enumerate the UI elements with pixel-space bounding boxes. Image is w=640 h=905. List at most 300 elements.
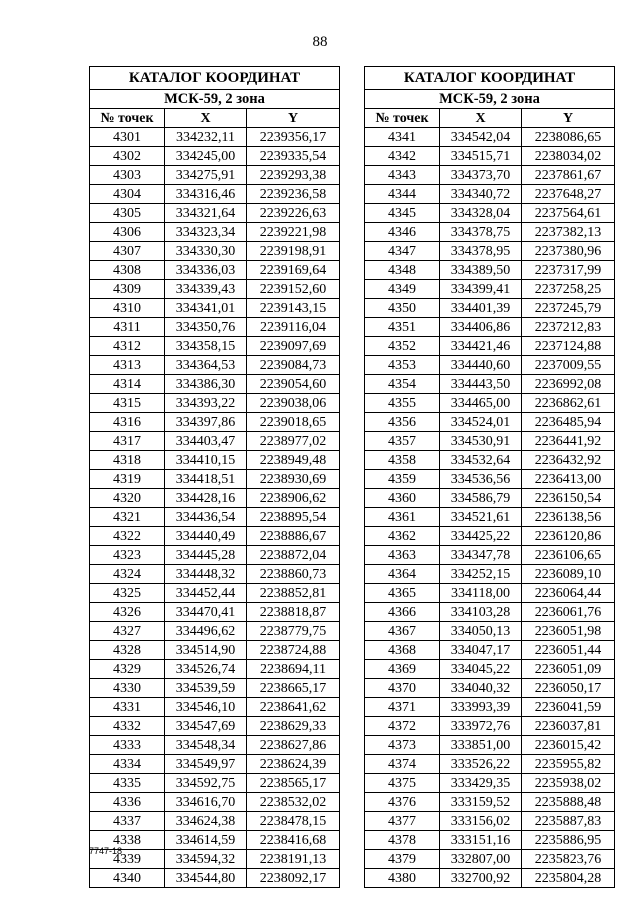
y-coordinate: 2238872,04 — [247, 546, 340, 565]
point-number: 4368 — [365, 641, 440, 660]
point-number: 4359 — [365, 470, 440, 489]
table-row — [90, 489, 340, 508]
point-number: 4341 — [365, 128, 440, 147]
y-coordinate: 2239018,65 — [247, 413, 340, 432]
point-number: 4345 — [365, 204, 440, 223]
y-coordinate: 2239335,54 — [247, 147, 340, 166]
x-coordinate: 334103,28 — [440, 603, 522, 622]
point-number: 4364 — [365, 565, 440, 584]
x-coordinate: 334546,10 — [165, 698, 247, 717]
point-number: 4379 — [365, 850, 440, 869]
table-row — [365, 660, 615, 679]
point-number: 4316 — [90, 413, 165, 432]
point-number: 4332 — [90, 717, 165, 736]
column-header-x: X — [165, 109, 247, 128]
point-number: 4354 — [365, 375, 440, 394]
y-coordinate: 2237380,96 — [522, 242, 615, 261]
y-coordinate: 2236037,81 — [522, 717, 615, 736]
x-coordinate: 334378,75 — [440, 223, 522, 242]
table-row — [365, 717, 615, 736]
point-number: 4301 — [90, 128, 165, 147]
y-coordinate: 2237861,67 — [522, 166, 615, 185]
x-coordinate: 334232,11 — [165, 128, 247, 147]
x-coordinate: 334275,91 — [165, 166, 247, 185]
table-row — [365, 356, 615, 375]
table-row — [90, 869, 340, 888]
y-coordinate: 2235886,95 — [522, 831, 615, 850]
x-coordinate: 334386,30 — [165, 375, 247, 394]
table-row — [365, 565, 615, 584]
y-coordinate: 2236064,44 — [522, 584, 615, 603]
y-coordinate: 2235888,48 — [522, 793, 615, 812]
y-coordinate: 2238034,02 — [522, 147, 615, 166]
table-row — [90, 812, 340, 831]
x-coordinate: 334586,79 — [440, 489, 522, 508]
point-number: 4380 — [365, 869, 440, 888]
point-number: 4371 — [365, 698, 440, 717]
table-row — [90, 527, 340, 546]
table-row — [90, 698, 340, 717]
table-row — [365, 584, 615, 603]
table-row — [365, 261, 615, 280]
point-number: 4366 — [365, 603, 440, 622]
y-coordinate: 2238629,33 — [247, 717, 340, 736]
point-number: 4352 — [365, 337, 440, 356]
point-number: 4305 — [90, 204, 165, 223]
table-row — [365, 185, 615, 204]
x-coordinate: 334047,17 — [440, 641, 522, 660]
x-coordinate: 333151,16 — [440, 831, 522, 850]
x-coordinate: 333159,52 — [440, 793, 522, 812]
table-row — [90, 774, 340, 793]
point-number: 4349 — [365, 280, 440, 299]
y-coordinate: 2239356,17 — [247, 128, 340, 147]
point-number: 4353 — [365, 356, 440, 375]
table-row — [365, 337, 615, 356]
x-coordinate: 334548,34 — [165, 736, 247, 755]
x-coordinate: 334443,50 — [440, 375, 522, 394]
x-coordinate: 333526,22 — [440, 755, 522, 774]
y-coordinate: 2237382,13 — [522, 223, 615, 242]
catalog-subtitle: МСК-59, 2 зона — [90, 90, 340, 109]
point-number: 4313 — [90, 356, 165, 375]
point-number: 4320 — [90, 489, 165, 508]
point-number: 4355 — [365, 394, 440, 413]
x-coordinate: 334118,00 — [440, 584, 522, 603]
y-coordinate: 2239169,64 — [247, 261, 340, 280]
x-coordinate: 333429,35 — [440, 774, 522, 793]
y-coordinate: 2236041,59 — [522, 698, 615, 717]
table-row — [365, 508, 615, 527]
y-coordinate: 2238191,13 — [247, 850, 340, 869]
y-coordinate: 2237317,99 — [522, 261, 615, 280]
x-coordinate: 334544,80 — [165, 869, 247, 888]
x-coordinate: 334425,22 — [440, 527, 522, 546]
x-coordinate: 334521,61 — [440, 508, 522, 527]
point-number: 4303 — [90, 166, 165, 185]
x-coordinate: 334536,56 — [440, 470, 522, 489]
y-coordinate: 2238641,62 — [247, 698, 340, 717]
catalog-title: КАТАЛОГ КООРДИНАТ — [90, 67, 340, 90]
y-coordinate: 2239293,38 — [247, 166, 340, 185]
x-coordinate: 334514,90 — [165, 641, 247, 660]
y-coordinate: 2239221,98 — [247, 223, 340, 242]
x-coordinate: 334336,03 — [165, 261, 247, 280]
y-coordinate: 2239084,73 — [247, 356, 340, 375]
table-row — [365, 774, 615, 793]
table-row — [90, 850, 340, 869]
point-number: 4377 — [365, 812, 440, 831]
x-coordinate: 334393,22 — [165, 394, 247, 413]
table-row — [90, 280, 340, 299]
x-coordinate: 334530,91 — [440, 432, 522, 451]
table-row — [365, 869, 615, 888]
point-number: 4344 — [365, 185, 440, 204]
point-number: 4362 — [365, 527, 440, 546]
x-coordinate: 334245,00 — [165, 147, 247, 166]
y-coordinate: 2238532,02 — [247, 793, 340, 812]
table-row — [365, 166, 615, 185]
table-row — [365, 793, 615, 812]
table-row — [90, 413, 340, 432]
x-coordinate: 333851,00 — [440, 736, 522, 755]
table-row — [90, 299, 340, 318]
table-row — [90, 261, 340, 280]
point-number: 4325 — [90, 584, 165, 603]
point-number: 4329 — [90, 660, 165, 679]
table-row — [365, 128, 615, 147]
y-coordinate: 2237212,83 — [522, 318, 615, 337]
y-coordinate: 2239152,60 — [247, 280, 340, 299]
table-row — [90, 641, 340, 660]
x-coordinate: 334452,44 — [165, 584, 247, 603]
point-number: 4309 — [90, 280, 165, 299]
point-number: 4369 — [365, 660, 440, 679]
point-number: 4356 — [365, 413, 440, 432]
x-coordinate: 334406,86 — [440, 318, 522, 337]
y-coordinate: 2239038,06 — [247, 394, 340, 413]
table-row — [365, 242, 615, 261]
x-coordinate: 333156,02 — [440, 812, 522, 831]
point-number: 4338 — [90, 831, 165, 850]
table-row — [90, 755, 340, 774]
y-coordinate: 2239097,69 — [247, 337, 340, 356]
table-row — [90, 546, 340, 565]
x-coordinate: 334373,70 — [440, 166, 522, 185]
point-number: 4347 — [365, 242, 440, 261]
y-coordinate: 2237258,25 — [522, 280, 615, 299]
y-coordinate: 2238092,17 — [247, 869, 340, 888]
point-number: 4306 — [90, 223, 165, 242]
x-coordinate: 334524,01 — [440, 413, 522, 432]
point-number: 4304 — [90, 185, 165, 204]
y-coordinate: 2236051,09 — [522, 660, 615, 679]
x-coordinate: 334592,75 — [165, 774, 247, 793]
x-coordinate: 334364,53 — [165, 356, 247, 375]
point-number: 4336 — [90, 793, 165, 812]
point-number: 4333 — [90, 736, 165, 755]
column-header-point: № точек — [365, 109, 440, 128]
point-number: 4351 — [365, 318, 440, 337]
y-coordinate: 2236138,56 — [522, 508, 615, 527]
table-row — [90, 508, 340, 527]
table-row — [90, 356, 340, 375]
point-number: 4350 — [365, 299, 440, 318]
y-coordinate: 2238086,65 — [522, 128, 615, 147]
point-number: 4378 — [365, 831, 440, 850]
table-row — [90, 166, 340, 185]
x-coordinate: 334616,70 — [165, 793, 247, 812]
x-coordinate: 334340,72 — [440, 185, 522, 204]
table-row — [90, 679, 340, 698]
x-coordinate: 334045,22 — [440, 660, 522, 679]
point-number: 4360 — [365, 489, 440, 508]
footer-code: 7747-18 — [89, 846, 123, 856]
table-row — [365, 736, 615, 755]
catalog-title: КАТАЛОГ КООРДИНАТ — [365, 67, 615, 90]
point-number: 4348 — [365, 261, 440, 280]
x-coordinate: 334339,43 — [165, 280, 247, 299]
y-coordinate: 2236413,00 — [522, 470, 615, 489]
x-coordinate: 334341,01 — [165, 299, 247, 318]
table-row — [90, 375, 340, 394]
point-number: 4337 — [90, 812, 165, 831]
y-coordinate: 2238977,02 — [247, 432, 340, 451]
y-coordinate: 2235823,76 — [522, 850, 615, 869]
point-number: 4319 — [90, 470, 165, 489]
point-number: 4373 — [365, 736, 440, 755]
table-row — [365, 280, 615, 299]
y-coordinate: 2236051,44 — [522, 641, 615, 660]
x-coordinate: 334316,46 — [165, 185, 247, 204]
table-row — [365, 527, 615, 546]
x-coordinate: 334050,13 — [440, 622, 522, 641]
table-row — [365, 223, 615, 242]
y-coordinate: 2236106,65 — [522, 546, 615, 565]
table-row — [365, 698, 615, 717]
x-coordinate: 334350,76 — [165, 318, 247, 337]
table-row — [365, 299, 615, 318]
point-number: 4328 — [90, 641, 165, 660]
coordinate-catalog-right — [364, 66, 615, 888]
y-coordinate: 2236992,08 — [522, 375, 615, 394]
point-number: 4322 — [90, 527, 165, 546]
table-row — [365, 470, 615, 489]
x-coordinate: 334401,39 — [440, 299, 522, 318]
y-coordinate: 2237564,61 — [522, 204, 615, 223]
table-row — [90, 622, 340, 641]
table-row — [365, 850, 615, 869]
table-row — [365, 622, 615, 641]
table-row — [90, 185, 340, 204]
table-row — [365, 451, 615, 470]
table-row — [365, 413, 615, 432]
y-coordinate: 2238906,62 — [247, 489, 340, 508]
table-row — [365, 147, 615, 166]
point-number: 4340 — [90, 869, 165, 888]
table-row — [90, 565, 340, 584]
point-number: 4312 — [90, 337, 165, 356]
point-number: 4361 — [365, 508, 440, 527]
y-coordinate: 2237124,88 — [522, 337, 615, 356]
y-coordinate: 2236485,94 — [522, 413, 615, 432]
table-row — [365, 318, 615, 337]
x-coordinate: 334496,62 — [165, 622, 247, 641]
y-coordinate: 2238624,39 — [247, 755, 340, 774]
x-coordinate: 334547,69 — [165, 717, 247, 736]
point-number: 4370 — [365, 679, 440, 698]
y-coordinate: 2238886,67 — [247, 527, 340, 546]
x-coordinate: 334539,59 — [165, 679, 247, 698]
y-coordinate: 2236120,86 — [522, 527, 615, 546]
x-coordinate: 334526,74 — [165, 660, 247, 679]
x-coordinate: 334378,95 — [440, 242, 522, 261]
y-coordinate: 2235887,83 — [522, 812, 615, 831]
point-number: 4321 — [90, 508, 165, 527]
table-row — [90, 337, 340, 356]
x-coordinate: 334428,16 — [165, 489, 247, 508]
y-coordinate: 2238565,17 — [247, 774, 340, 793]
table-row — [90, 223, 340, 242]
x-coordinate: 334594,32 — [165, 850, 247, 869]
point-number: 4343 — [365, 166, 440, 185]
y-coordinate: 2236150,54 — [522, 489, 615, 508]
table-row — [365, 204, 615, 223]
y-coordinate: 2236061,76 — [522, 603, 615, 622]
point-number: 4357 — [365, 432, 440, 451]
point-number: 4311 — [90, 318, 165, 337]
x-coordinate: 334542,04 — [440, 128, 522, 147]
y-coordinate: 2239226,63 — [247, 204, 340, 223]
point-number: 4310 — [90, 299, 165, 318]
x-coordinate: 334440,49 — [165, 527, 247, 546]
table-row — [90, 318, 340, 337]
table-row — [365, 489, 615, 508]
table-row — [90, 603, 340, 622]
point-number: 4339 — [90, 850, 165, 869]
x-coordinate: 334323,34 — [165, 223, 247, 242]
y-coordinate: 2237648,27 — [522, 185, 615, 204]
y-coordinate: 2238818,87 — [247, 603, 340, 622]
y-coordinate: 2238779,75 — [247, 622, 340, 641]
coordinate-catalog-left — [89, 66, 340, 888]
x-coordinate: 334624,38 — [165, 812, 247, 831]
point-number: 4323 — [90, 546, 165, 565]
point-number: 4367 — [365, 622, 440, 641]
point-number: 4372 — [365, 717, 440, 736]
x-coordinate: 332807,00 — [440, 850, 522, 869]
x-coordinate: 334328,04 — [440, 204, 522, 223]
x-coordinate: 334358,15 — [165, 337, 247, 356]
x-coordinate: 334532,64 — [440, 451, 522, 470]
point-number: 4346 — [365, 223, 440, 242]
table-row — [90, 584, 340, 603]
point-number: 4318 — [90, 451, 165, 470]
y-coordinate: 2238665,17 — [247, 679, 340, 698]
y-coordinate: 2238416,68 — [247, 831, 340, 850]
y-coordinate: 2236015,42 — [522, 736, 615, 755]
x-coordinate: 332700,92 — [440, 869, 522, 888]
y-coordinate: 2238895,54 — [247, 508, 340, 527]
y-coordinate: 2238949,48 — [247, 451, 340, 470]
y-coordinate: 2236089,10 — [522, 565, 615, 584]
point-number: 4358 — [365, 451, 440, 470]
table-row — [90, 660, 340, 679]
point-number: 4307 — [90, 242, 165, 261]
x-coordinate: 334347,78 — [440, 546, 522, 565]
x-coordinate: 334448,32 — [165, 565, 247, 584]
point-number: 4314 — [90, 375, 165, 394]
x-coordinate: 334252,15 — [440, 565, 522, 584]
x-coordinate: 334549,97 — [165, 755, 247, 774]
point-number: 4331 — [90, 698, 165, 717]
point-number: 4324 — [90, 565, 165, 584]
x-coordinate: 334321,64 — [165, 204, 247, 223]
point-number: 4335 — [90, 774, 165, 793]
x-coordinate: 334040,32 — [440, 679, 522, 698]
table-row — [90, 736, 340, 755]
x-coordinate: 334445,28 — [165, 546, 247, 565]
x-coordinate: 334403,47 — [165, 432, 247, 451]
y-coordinate: 2238478,15 — [247, 812, 340, 831]
y-coordinate: 2239236,58 — [247, 185, 340, 204]
point-number: 4342 — [365, 147, 440, 166]
point-number: 4374 — [365, 755, 440, 774]
column-header-y: Y — [522, 109, 615, 128]
x-coordinate: 334389,50 — [440, 261, 522, 280]
y-coordinate: 2236051,98 — [522, 622, 615, 641]
point-number: 4330 — [90, 679, 165, 698]
table-row — [365, 603, 615, 622]
y-coordinate: 2238694,11 — [247, 660, 340, 679]
x-coordinate: 334515,71 — [440, 147, 522, 166]
table-row — [365, 831, 615, 850]
x-coordinate: 334614,59 — [165, 831, 247, 850]
y-coordinate: 2236441,92 — [522, 432, 615, 451]
table-row — [365, 679, 615, 698]
table-row — [365, 755, 615, 774]
catalog-subtitle: МСК-59, 2 зона — [365, 90, 615, 109]
point-number: 4317 — [90, 432, 165, 451]
table-row — [90, 242, 340, 261]
y-coordinate: 2238724,88 — [247, 641, 340, 660]
x-coordinate: 333993,39 — [440, 698, 522, 717]
page-number: 88 — [312, 34, 328, 50]
x-coordinate: 334465,00 — [440, 394, 522, 413]
x-coordinate: 334410,15 — [165, 451, 247, 470]
point-number: 4308 — [90, 261, 165, 280]
table-row — [90, 470, 340, 489]
point-number: 4365 — [365, 584, 440, 603]
y-coordinate: 2235955,82 — [522, 755, 615, 774]
y-coordinate: 2236862,61 — [522, 394, 615, 413]
y-coordinate: 2238627,86 — [247, 736, 340, 755]
y-coordinate: 2235804,28 — [522, 869, 615, 888]
table-row — [365, 394, 615, 413]
y-coordinate: 2236050,17 — [522, 679, 615, 698]
x-coordinate: 334397,86 — [165, 413, 247, 432]
x-coordinate: 334470,41 — [165, 603, 247, 622]
x-coordinate: 334436,54 — [165, 508, 247, 527]
column-header-point: № точек — [90, 109, 165, 128]
y-coordinate: 2239198,91 — [247, 242, 340, 261]
y-coordinate: 2237245,79 — [522, 299, 615, 318]
table-row — [365, 546, 615, 565]
table-row — [90, 793, 340, 812]
y-coordinate: 2238930,69 — [247, 470, 340, 489]
point-number: 4326 — [90, 603, 165, 622]
table-row — [90, 451, 340, 470]
